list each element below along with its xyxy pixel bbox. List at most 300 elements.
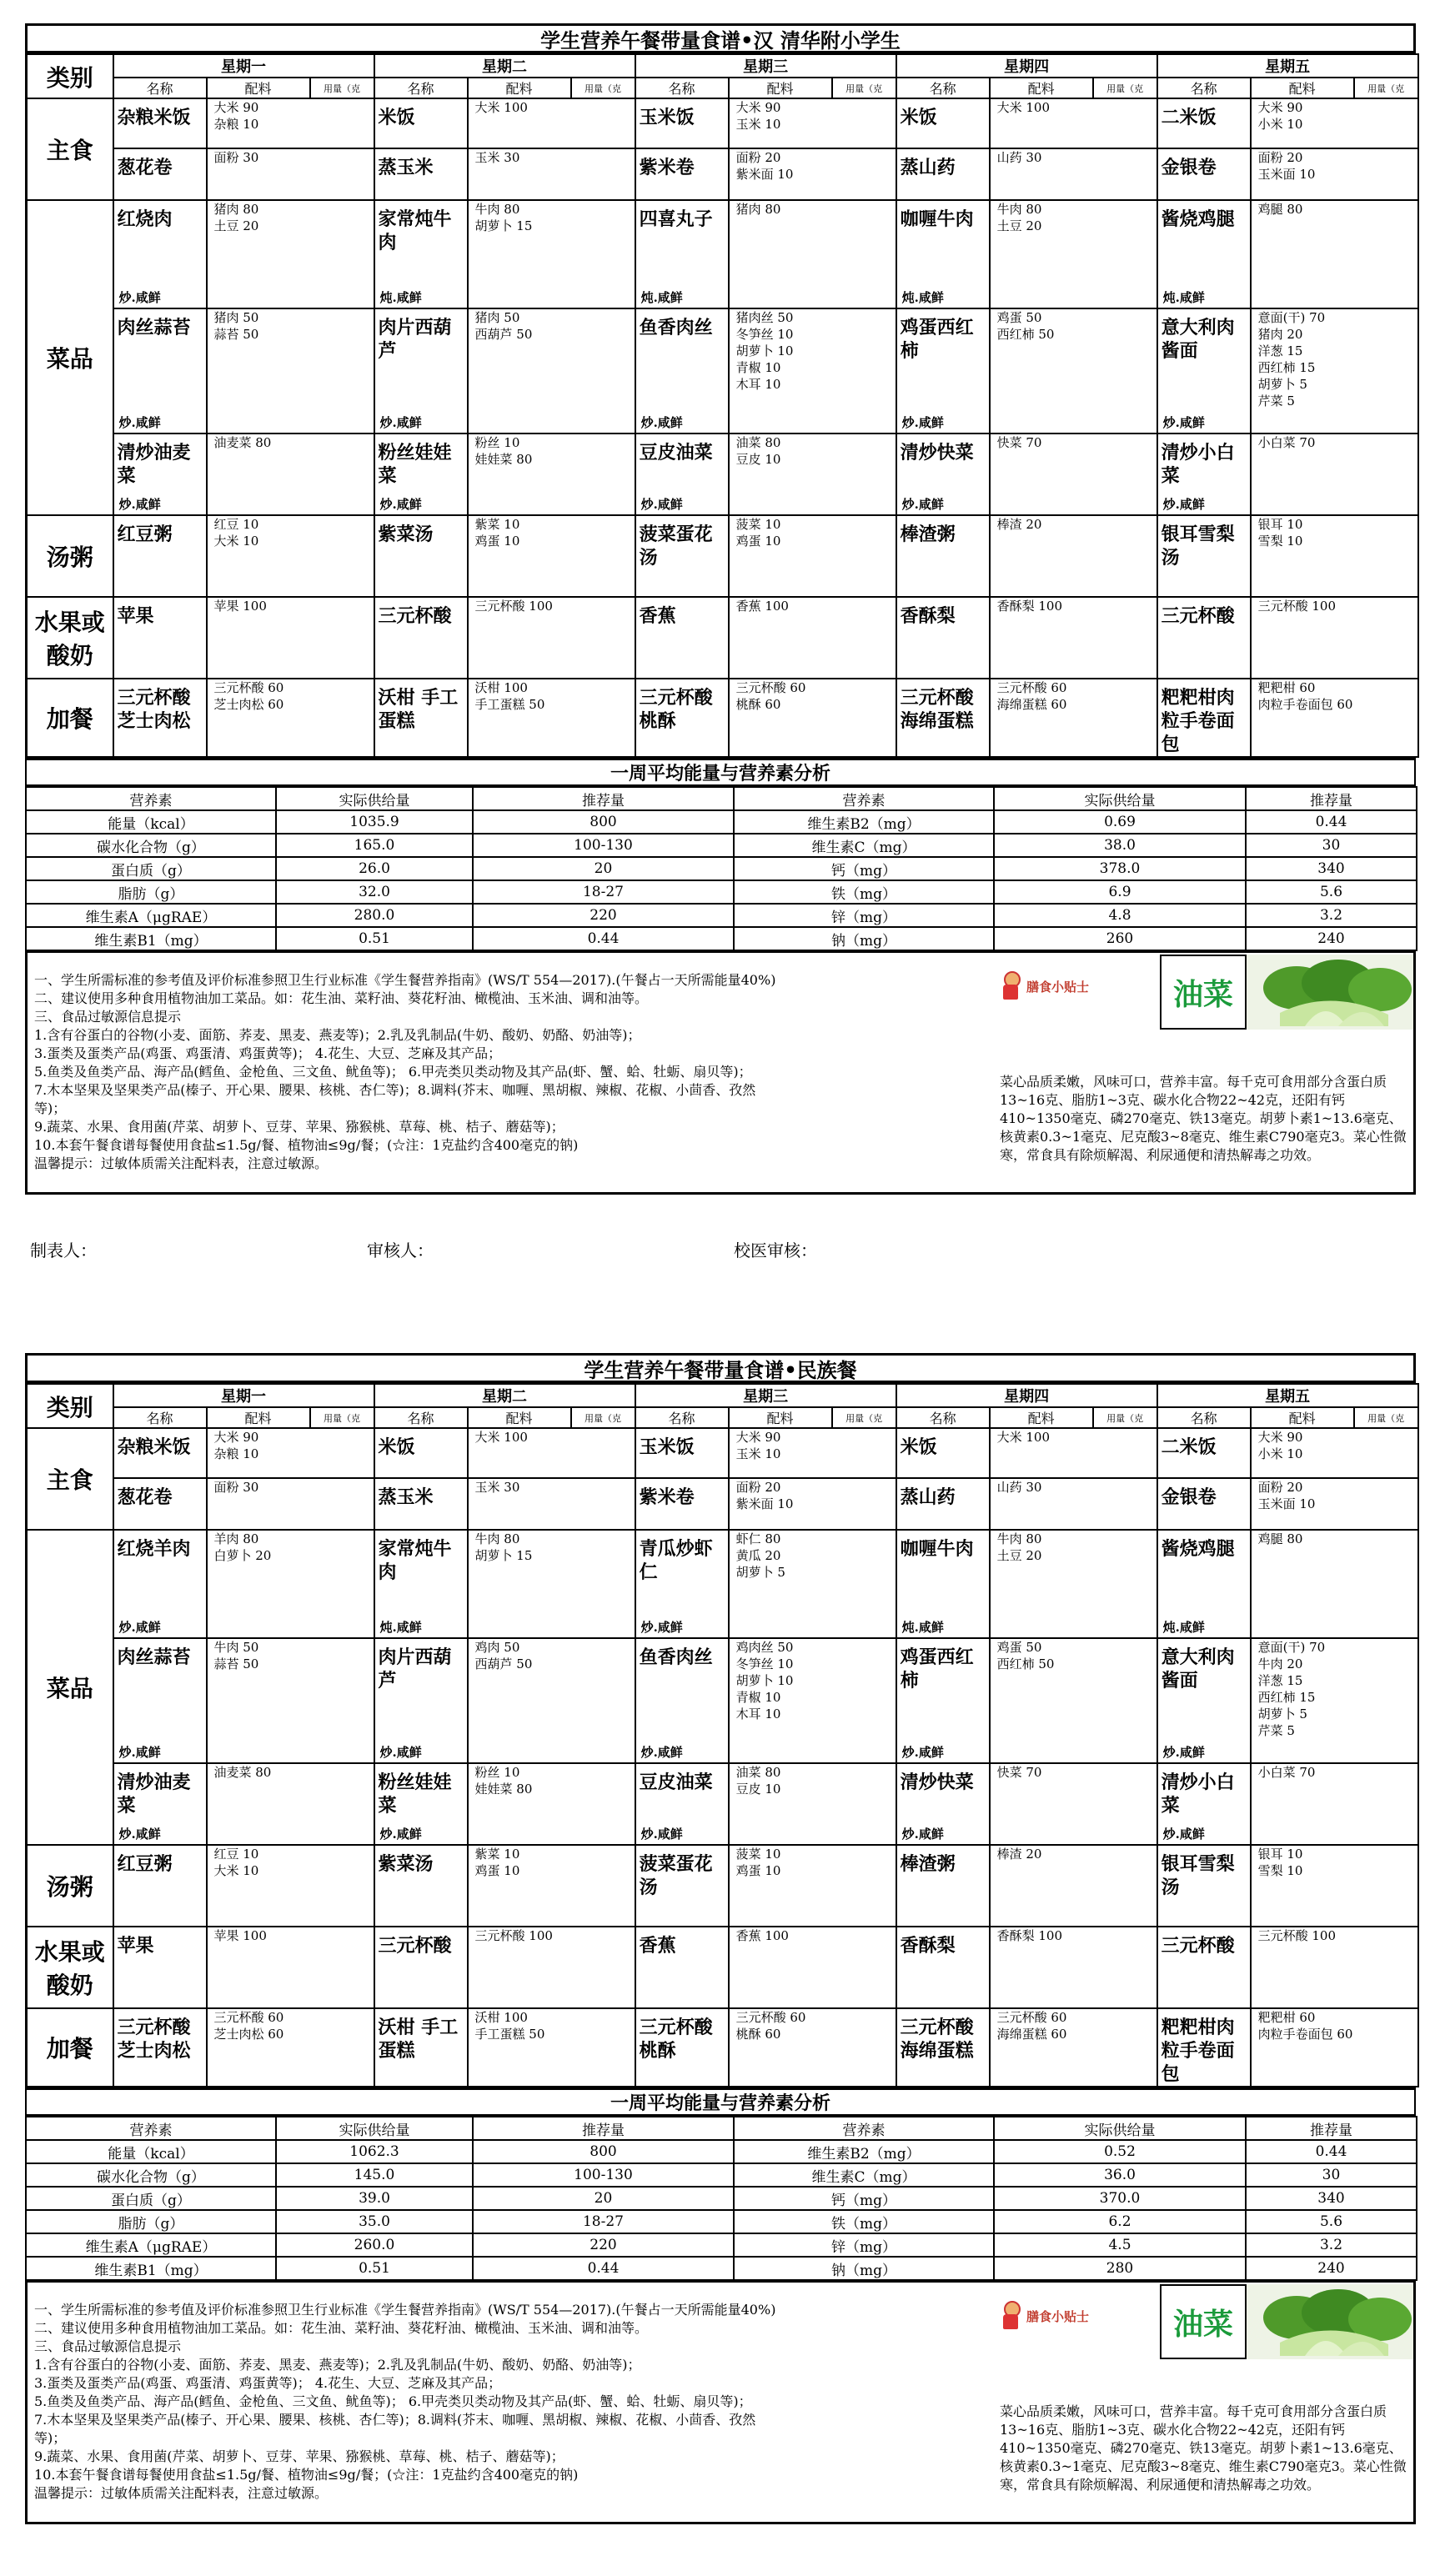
analysis-cell: 锌（mg） xyxy=(734,2233,994,2257)
ingredient-cell xyxy=(990,515,1157,597)
dish-cell xyxy=(1157,1428,1251,1478)
dish-name: 蒸玉米 xyxy=(378,1486,434,1508)
dish-flavor: 炒.咸鲜 xyxy=(1162,1827,1205,1842)
col-header-name: 名称 xyxy=(113,1407,207,1428)
ingredient-line: 杂粮 10 xyxy=(213,117,259,132)
ingredient-line: 大米 90 xyxy=(1257,1430,1303,1445)
ingredient-cell xyxy=(729,1428,896,1478)
ingredient-line: 羊肉 80 xyxy=(213,1531,259,1546)
analysis-cell: 100-130 xyxy=(473,834,734,857)
ingredient-cell xyxy=(990,1530,1157,1638)
ingredient-cell xyxy=(729,1530,896,1638)
ingredient-line: 牛肉 50 xyxy=(213,1640,259,1655)
dish-flavor: 炒.咸鲜 xyxy=(118,1827,161,1842)
ingredient-line: 小米 10 xyxy=(1257,1446,1303,1461)
dish-cell xyxy=(113,1530,207,1638)
signature-label: 审核人： xyxy=(367,1240,434,1260)
sheet-title: 学生营养午餐带量食谱•汉 清华附小学生 xyxy=(25,23,1416,53)
col-header-name: 名称 xyxy=(896,1407,990,1428)
analysis-title: 一周平均能量与营养素分析 xyxy=(25,2087,1416,2116)
dish-name: 红烧羊肉 xyxy=(117,1538,191,1560)
ingredient-cell xyxy=(729,1638,896,1763)
ingredient-cell xyxy=(729,148,896,200)
analysis-cell: 维生素A（μgRAE） xyxy=(26,2233,276,2257)
note-line: 7.木本坚果及坚果类产品(榛子、开心果、腰果、核桃、杏仁等)；8.调料(芥末、咖喱、黑胡椒、辣椒、花椒、小茴香、孜然 xyxy=(34,1082,756,1098)
dish-name: 三元杯酸 xyxy=(378,1935,452,1957)
note-line: 三、食品过敏源信息提示 xyxy=(34,1009,182,1025)
ingredient-line: 鸡蛋 50 xyxy=(996,310,1042,325)
ingredient-line: 面粉 20 xyxy=(735,150,781,165)
ingredient-cell xyxy=(1251,1927,1418,2008)
analysis-row xyxy=(26,2187,1417,2210)
dish-name: 香蕉 xyxy=(639,1935,676,1957)
menu-row xyxy=(27,1845,1418,1927)
vegetable-image xyxy=(1247,955,1413,1030)
menu-row xyxy=(27,1763,1418,1845)
col-header-amount: 用量（克 xyxy=(1354,78,1418,98)
ingredient-cell xyxy=(207,434,374,515)
col-header-ingredient: 配料 xyxy=(1251,1407,1354,1428)
analysis-cell: 4.5 xyxy=(994,2233,1246,2257)
ingredient-line: 棒渣 20 xyxy=(996,517,1042,532)
ingredient-cell xyxy=(468,515,635,597)
day-header: 星期五 xyxy=(1157,1384,1418,1407)
ingredient-line: 面粉 20 xyxy=(1257,150,1303,165)
analysis-header: 营养素 xyxy=(734,787,994,810)
dish-name: 苹果 xyxy=(117,1935,154,1957)
ingredient-line: 黄瓜 20 xyxy=(735,1548,781,1563)
dish-cell xyxy=(635,679,729,757)
dish-name: 清炒油麦菜 xyxy=(117,1772,191,1817)
dish-name: 鱼香肉丝 xyxy=(639,317,713,338)
col-header-name: 名称 xyxy=(374,78,468,98)
dish-name: 紫米卷 xyxy=(639,157,695,178)
ingredient-line: 鸡肉丝 50 xyxy=(735,1640,794,1655)
dish-name: 葱花卷 xyxy=(117,157,173,178)
dish-name: 银耳雪梨汤 xyxy=(1161,524,1235,569)
ingredient-cell xyxy=(729,515,896,597)
dish-name: 三元杯酸海绵蛋糕 xyxy=(900,687,974,732)
col-header-amount: 用量（克 xyxy=(832,78,896,98)
analysis-cell: 20 xyxy=(473,857,734,880)
dish-name: 金银卷 xyxy=(1161,1486,1217,1508)
dish-cell xyxy=(374,1530,468,1638)
analysis-cell: 1035.9 xyxy=(276,810,473,834)
ingredient-cell xyxy=(468,98,635,148)
dish-cell xyxy=(635,515,729,597)
ingredient-line: 香蕉 100 xyxy=(735,599,789,614)
ingredient-line: 三元杯酸 100 xyxy=(474,599,553,614)
dish-cell xyxy=(635,1638,729,1763)
ingredient-cell xyxy=(990,434,1157,515)
notes-section xyxy=(25,2281,1416,2524)
analysis-cell: 钙（mg） xyxy=(734,2187,994,2210)
ingredient-line: 玉米 30 xyxy=(474,1480,520,1495)
col-header-name: 名称 xyxy=(1157,1407,1251,1428)
dish-name: 家常炖牛肉 xyxy=(378,208,452,253)
ingredient-cell xyxy=(468,1428,635,1478)
ingredient-line: 猪肉 80 xyxy=(213,202,259,217)
ingredient-line: 西葫芦 50 xyxy=(474,327,533,342)
menu-row xyxy=(27,2008,1418,2087)
dish-cell xyxy=(374,1478,468,1530)
dish-cell xyxy=(635,1763,729,1845)
notes-section xyxy=(25,951,1416,1195)
ingredient-cell xyxy=(468,1638,635,1763)
analysis-cell: 6.2 xyxy=(994,2210,1246,2233)
category-header: 类别 xyxy=(27,54,113,98)
notes-text xyxy=(28,953,993,1192)
col-header-ingredient: 配料 xyxy=(207,78,310,98)
ingredient-line: 大米 90 xyxy=(735,100,781,115)
dish-name: 清炒快菜 xyxy=(900,442,974,464)
ingredient-line: 芝士肉松 60 xyxy=(213,2027,284,2042)
category-label: 菜品 xyxy=(27,200,113,515)
dish-cell xyxy=(896,434,990,515)
dish-flavor: 炖.咸鲜 xyxy=(901,1620,944,1635)
dish-name: 银耳雪梨汤 xyxy=(1161,1853,1235,1898)
dish-cell xyxy=(113,597,207,679)
dish-name: 金银卷 xyxy=(1161,157,1217,178)
ingredient-cell xyxy=(468,679,635,757)
ingredient-line: 大米 100 xyxy=(996,1430,1050,1445)
dish-name: 三元杯酸芝士肉松 xyxy=(117,687,191,732)
dish-cell xyxy=(374,597,468,679)
ingredient-line: 芹菜 5 xyxy=(1257,1723,1295,1738)
ingredient-line: 牛肉 80 xyxy=(474,1531,520,1546)
dish-name: 肉丝蒜苔 xyxy=(117,1646,191,1668)
dish-name: 二米饭 xyxy=(1161,107,1217,128)
analysis-cell: 维生素B1（mg） xyxy=(26,927,276,950)
dish-cell xyxy=(1157,679,1251,757)
dish-name: 蒸玉米 xyxy=(378,157,434,178)
dish-flavor: 炖.咸鲜 xyxy=(1162,290,1205,305)
dish-flavor: 炒.咸鲜 xyxy=(640,1827,683,1842)
dish-name: 菠菜蛋花汤 xyxy=(639,1853,713,1898)
ingredient-line: 意面(干) 70 xyxy=(1257,310,1326,325)
ingredient-line: 三元杯酸 100 xyxy=(474,1928,553,1943)
analysis-cell: 18-27 xyxy=(473,2210,734,2233)
analysis-cell: 0.51 xyxy=(276,2257,473,2280)
day-header: 星期四 xyxy=(896,54,1157,78)
dish-cell xyxy=(374,1428,468,1478)
ingredient-line: 肉粒手卷面包 60 xyxy=(1257,697,1353,712)
dish-cell xyxy=(635,98,729,148)
dish-name: 杂粮米饭 xyxy=(117,107,191,128)
ingredient-cell xyxy=(207,308,374,434)
ingredient-line: 大米 90 xyxy=(1257,100,1303,115)
logo-text: 膳食小贴士 xyxy=(1026,2308,1090,2324)
dish-cell xyxy=(374,200,468,308)
ingredient-line: 三元杯酸 60 xyxy=(735,2010,806,2025)
dish-flavor: 炒.咸鲜 xyxy=(901,1827,944,1842)
ingredient-cell xyxy=(468,1845,635,1927)
col-header-ingredient: 配料 xyxy=(468,78,571,98)
ingredient-line: 小白菜 70 xyxy=(1257,1765,1316,1780)
dish-cell xyxy=(896,148,990,200)
analysis-cell: 32.0 xyxy=(276,880,473,904)
dish-name: 米饭 xyxy=(900,1436,937,1458)
col-header-amount: 用量（克 xyxy=(310,1407,374,1428)
ingredient-line: 雪梨 10 xyxy=(1257,534,1303,549)
dish-cell xyxy=(635,1428,729,1478)
signature-label: 校医审核： xyxy=(734,1240,817,1260)
dish-flavor: 炖.咸鲜 xyxy=(1162,1620,1205,1635)
ingredient-cell xyxy=(990,98,1157,148)
analysis-cell: 能量（kcal） xyxy=(26,810,276,834)
ingredient-cell xyxy=(468,1478,635,1530)
analysis-title: 一周平均能量与营养素分析 xyxy=(25,758,1416,786)
dish-flavor: 炒.咸鲜 xyxy=(118,497,161,512)
analysis-cell: 3.2 xyxy=(1246,904,1417,927)
ingredient-line: 西红柿 50 xyxy=(996,1656,1055,1671)
analysis-header: 推荐量 xyxy=(1246,787,1417,810)
dish-flavor: 炖.咸鲜 xyxy=(379,1620,422,1635)
col-header-ingredient: 配料 xyxy=(990,78,1093,98)
day-header: 星期四 xyxy=(896,1384,1157,1407)
dish-name: 玉米饭 xyxy=(639,107,695,128)
analysis-cell: 6.9 xyxy=(994,880,1246,904)
dish-cell xyxy=(635,1478,729,1530)
dish-cell xyxy=(374,1845,468,1927)
ingredient-cell xyxy=(990,1845,1157,1927)
ingredient-line: 娃娃菜 80 xyxy=(474,452,533,467)
ingredient-cell xyxy=(729,200,896,308)
note-line: 9.蔬菜、水果、食用菌(芹菜、胡萝卜、豆芽、苹果、猕猴桃、草莓、桃、桔子、蘑菇等)； xyxy=(34,1119,564,1135)
dish-name: 棒渣粥 xyxy=(900,1853,956,1875)
dish-name: 青瓜炒虾仁 xyxy=(639,1538,713,1583)
dish-cell xyxy=(113,434,207,515)
ingredient-cell xyxy=(729,1763,896,1845)
analysis-row xyxy=(26,927,1417,950)
dish-name: 意大利肉酱面 xyxy=(1161,317,1235,362)
dish-cell xyxy=(1157,1638,1251,1763)
dish-name: 二米饭 xyxy=(1161,1436,1217,1458)
ingredient-line: 土豆 20 xyxy=(213,218,259,233)
analysis-cell: 能量（kcal） xyxy=(26,2140,276,2163)
ingredient-line: 猪肉 50 xyxy=(474,310,520,325)
category-label: 菜品 xyxy=(27,1530,113,1845)
dish-cell xyxy=(896,200,990,308)
menu-row xyxy=(27,1478,1418,1530)
dish-name: 米饭 xyxy=(378,1436,415,1458)
note-line: 3.蛋类及蛋类产品(鸡蛋、鸡蛋清、鸡蛋黄等)； 4.花生、大豆、芝麻及其产品； xyxy=(34,1045,502,1061)
ingredient-cell xyxy=(207,1845,374,1927)
analysis-cell: 0.44 xyxy=(473,927,734,950)
dish-cell xyxy=(635,148,729,200)
ingredient-line: 山药 30 xyxy=(996,150,1042,165)
dish-cell xyxy=(113,98,207,148)
ingredient-line: 油菜 80 xyxy=(735,435,781,450)
ingredient-cell xyxy=(1251,1763,1418,1845)
ingredient-line: 胡萝卜 15 xyxy=(474,1548,533,1563)
ingredient-line: 鸡腿 80 xyxy=(1257,202,1303,217)
ingredient-line: 大米 100 xyxy=(474,1430,528,1445)
vegetable-description: 菜心品质柔嫩，风味可口，营养丰富。每千克可食用部分含蛋白质13~16克、脂肪1~3克、碳水化合物22~42克，还阳有钙410~1350毫克、磷270毫克、铁13毫克。胡萝卜素1~13.6毫克、核黄素0.3~1毫克、尼克酸3~8毫克、维生素C790毫克3。菜心性微寒，常食具有除烦解渴、利尿通便和清热解毒之功效。 xyxy=(1000,1074,1407,1163)
col-header-ingredient: 配料 xyxy=(990,1407,1093,1428)
ingredient-line: 面粉 30 xyxy=(213,150,259,165)
ingredient-cell xyxy=(207,1530,374,1638)
ingredient-line: 鸡腿 80 xyxy=(1257,1531,1303,1546)
dish-cell xyxy=(896,515,990,597)
dish-name: 清炒快菜 xyxy=(900,1772,974,1793)
category-label: 水果或酸奶 xyxy=(27,597,113,679)
ingredient-line: 土豆 20 xyxy=(996,218,1042,233)
dish-name: 清炒油麦菜 xyxy=(117,442,191,487)
dish-cell xyxy=(1157,98,1251,148)
dish-name: 香酥梨 xyxy=(900,1935,956,1957)
analysis-table xyxy=(25,2116,1417,2281)
day-header: 星期一 xyxy=(113,1384,374,1407)
dish-cell xyxy=(1157,148,1251,200)
dish-cell xyxy=(113,308,207,434)
ingredient-cell xyxy=(1251,1530,1418,1638)
dish-cell xyxy=(113,1763,207,1845)
dish-cell xyxy=(374,679,468,757)
col-header-name: 名称 xyxy=(1157,78,1251,98)
analysis-cell: 钠（mg） xyxy=(734,2257,994,2280)
analysis-cell: 铁（mg） xyxy=(734,880,994,904)
category-label: 主食 xyxy=(27,1428,113,1530)
ingredient-line: 牛肉 80 xyxy=(996,202,1042,217)
nutrition-tip-panel xyxy=(993,2283,1413,2522)
ingredient-line: 洋葱 15 xyxy=(1257,1673,1303,1688)
ingredient-line: 苹果 100 xyxy=(213,1928,267,1943)
analysis-cell: 240 xyxy=(1246,927,1417,950)
logo-text: 膳食小贴士 xyxy=(1026,979,1090,995)
ingredient-line: 鸡蛋 10 xyxy=(735,534,781,549)
ingredient-cell xyxy=(207,98,374,148)
ingredient-cell xyxy=(468,434,635,515)
col-header-amount: 用量（克 xyxy=(1093,1407,1157,1428)
ingredient-cell xyxy=(207,1478,374,1530)
day-header: 星期三 xyxy=(635,54,896,78)
ingredient-cell xyxy=(729,1478,896,1530)
dish-cell xyxy=(374,308,468,434)
dish-cell xyxy=(113,1638,207,1763)
analysis-cell: 3.2 xyxy=(1246,2233,1417,2257)
dish-name: 米饭 xyxy=(378,107,415,128)
ingredient-cell xyxy=(468,597,635,679)
ingredient-cell xyxy=(468,148,635,200)
dish-cell xyxy=(113,200,207,308)
ingredient-cell xyxy=(207,515,374,597)
col-header-ingredient: 配料 xyxy=(729,78,832,98)
dish-cell xyxy=(635,434,729,515)
analysis-cell: 钙（mg） xyxy=(734,857,994,880)
ingredient-line: 小白菜 70 xyxy=(1257,435,1316,450)
dish-cell xyxy=(113,679,207,757)
analysis-cell: 220 xyxy=(473,2233,734,2257)
ingredient-line: 大米 90 xyxy=(735,1430,781,1445)
ingredient-line: 紫米面 10 xyxy=(735,167,794,182)
col-header-name: 名称 xyxy=(374,1407,468,1428)
ingredient-line: 紫米面 10 xyxy=(735,1496,794,1511)
ingredient-line: 蒜苔 50 xyxy=(213,1656,259,1671)
ingredient-line: 鸡蛋 10 xyxy=(474,1863,520,1878)
ingredient-cell xyxy=(1251,515,1418,597)
ingredient-cell xyxy=(207,1763,374,1845)
analysis-cell: 碳水化合物（g） xyxy=(26,2163,276,2187)
dish-name: 粑粑柑肉粒手卷面包 xyxy=(1161,687,1235,755)
note-line: 温馨提示：过敏体质需关注配料表，注意过敏源。 xyxy=(34,1155,329,1171)
note-line: 10.本套午餐食谱每餐使用食盐≤1.5g/餐、植物油≤9g/餐；(☆注：1克盐约含400毫克的钠) xyxy=(34,2467,579,2483)
ingredient-line: 猪肉 20 xyxy=(1257,327,1303,342)
dish-name: 棒渣粥 xyxy=(900,524,956,545)
ingredient-line: 油麦菜 80 xyxy=(213,1765,272,1780)
ingredient-line: 芝士肉松 60 xyxy=(213,697,284,712)
analysis-cell: 1062.3 xyxy=(276,2140,473,2163)
dish-name: 蒸山药 xyxy=(900,157,956,178)
analysis-cell: 脂肪（g） xyxy=(26,2210,276,2233)
menu-row xyxy=(27,679,1418,757)
ingredient-cell xyxy=(1251,200,1418,308)
dish-name: 鸡蛋西红柿 xyxy=(900,1646,974,1691)
ingredient-line: 粑粑柑 60 xyxy=(1257,2010,1316,2025)
ingredient-line: 玉米 10 xyxy=(735,1446,781,1461)
ingredient-line: 沃柑 100 xyxy=(474,2010,528,2025)
ingredient-line: 木耳 10 xyxy=(735,1706,781,1722)
ingredient-line: 胡萝卜 5 xyxy=(1257,1706,1307,1722)
dish-cell xyxy=(896,1927,990,2008)
dish-name: 香蕉 xyxy=(639,605,676,627)
note-line: 二、建议使用多种食用植物油加工菜品。如：花生油、菜籽油、葵花籽油、橄榄油、玉米油、调和油等。 xyxy=(34,2320,649,2336)
dish-flavor: 炖.咸鲜 xyxy=(379,290,422,305)
ingredient-line: 紫菜 10 xyxy=(474,517,520,532)
analysis-cell: 38.0 xyxy=(994,834,1246,857)
ingredient-line: 猪肉 50 xyxy=(213,310,259,325)
ingredient-line: 蒜苔 50 xyxy=(213,327,259,342)
ingredient-line: 紫菜 10 xyxy=(474,1847,520,1862)
note-line: 温馨提示：过敏体质需关注配料表，注意过敏源。 xyxy=(34,2485,329,2501)
dish-cell xyxy=(635,200,729,308)
ingredient-cell xyxy=(468,1530,635,1638)
analysis-row xyxy=(26,810,1417,834)
dish-cell xyxy=(635,597,729,679)
ingredient-cell xyxy=(1251,148,1418,200)
ingredient-line: 大米 10 xyxy=(213,534,259,549)
dish-cell xyxy=(635,1927,729,2008)
ingredient-cell xyxy=(468,1927,635,2008)
ingredient-line: 大米 90 xyxy=(213,100,259,115)
ingredient-cell xyxy=(729,679,896,757)
ingredient-cell xyxy=(1251,1428,1418,1478)
ingredient-cell xyxy=(1251,679,1418,757)
day-header: 星期一 xyxy=(113,54,374,78)
menu-row xyxy=(27,98,1418,148)
analysis-header: 实际供给量 xyxy=(994,2117,1246,2140)
analysis-cell: 340 xyxy=(1246,2187,1417,2210)
ingredient-line: 粉丝 10 xyxy=(474,435,520,450)
dish-name: 鸡蛋西红柿 xyxy=(900,317,974,362)
dish-name: 葱花卷 xyxy=(117,1486,173,1508)
dish-name: 沃柑 手工蛋糕 xyxy=(378,2017,459,2062)
day-header: 星期三 xyxy=(635,1384,896,1407)
dish-flavor: 炒.咸鲜 xyxy=(379,1745,422,1760)
ingredient-line: 红豆 10 xyxy=(213,517,259,532)
analysis-cell: 340 xyxy=(1246,857,1417,880)
analysis-row xyxy=(26,2210,1417,2233)
dish-cell xyxy=(896,597,990,679)
ingredient-line: 牛肉 80 xyxy=(996,1531,1042,1546)
ingredient-line: 豆皮 10 xyxy=(735,1782,781,1797)
col-header-amount: 用量（克 xyxy=(1354,1407,1418,1428)
col-header-name: 名称 xyxy=(635,78,729,98)
dish-cell xyxy=(896,1638,990,1763)
dish-name: 清炒小白菜 xyxy=(1161,1772,1235,1817)
dish-flavor: 炒.咸鲜 xyxy=(640,1745,683,1760)
analysis-cell: 0.69 xyxy=(994,810,1246,834)
